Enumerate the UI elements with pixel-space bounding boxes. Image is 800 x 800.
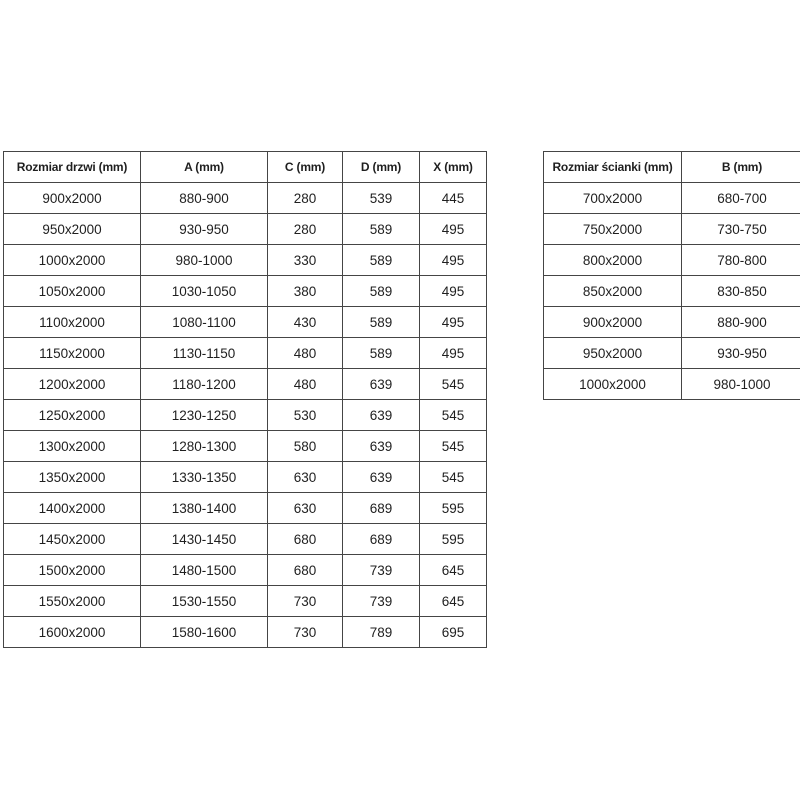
table-cell: 1450x2000	[4, 524, 141, 555]
table-cell: 1100x2000	[4, 307, 141, 338]
table-cell: 689	[343, 493, 420, 524]
table-cell: 930-950	[141, 214, 268, 245]
table-cell: 545	[420, 431, 487, 462]
table-cell: 495	[420, 307, 487, 338]
table-cell: 639	[343, 369, 420, 400]
table-cell: 639	[343, 400, 420, 431]
table-cell: 830-850	[682, 276, 800, 307]
table-row	[4, 183, 487, 214]
table-cell: 730	[268, 617, 343, 648]
table-row	[4, 524, 487, 555]
table-cell: 545	[420, 400, 487, 431]
column-header: B (mm)	[682, 152, 800, 183]
table-cell: 589	[343, 214, 420, 245]
table-cell: 900x2000	[544, 307, 682, 338]
table-row	[544, 245, 800, 276]
table-cell: 850x2000	[544, 276, 682, 307]
table-cell: 1350x2000	[4, 462, 141, 493]
table-row	[544, 214, 800, 245]
table-cell: 1600x2000	[4, 617, 141, 648]
table-cell: 545	[420, 462, 487, 493]
table-cell: 900x2000	[4, 183, 141, 214]
table-row	[4, 245, 487, 276]
door-size-table-body	[4, 183, 487, 648]
table-cell: 595	[420, 524, 487, 555]
table-row	[4, 276, 487, 307]
table-cell: 1330-1350	[141, 462, 268, 493]
table-row	[4, 338, 487, 369]
table-cell: 639	[343, 462, 420, 493]
table-row	[544, 183, 800, 214]
table-cell: 1150x2000	[4, 338, 141, 369]
table-cell: 1030-1050	[141, 276, 268, 307]
table-cell: 589	[343, 338, 420, 369]
table-cell: 739	[343, 586, 420, 617]
table-cell: 645	[420, 555, 487, 586]
table-cell: 1000x2000	[4, 245, 141, 276]
table-cell: 680	[268, 555, 343, 586]
door-size-table	[3, 151, 487, 648]
table-cell: 930-950	[682, 338, 800, 369]
table-cell: 630	[268, 493, 343, 524]
table-cell: 1080-1100	[141, 307, 268, 338]
table-cell: 1400x2000	[4, 493, 141, 524]
table-cell: 330	[268, 245, 343, 276]
column-header: D (mm)	[343, 152, 420, 183]
table-cell: 1280-1300	[141, 431, 268, 462]
table-row	[4, 400, 487, 431]
table-cell: 1530-1550	[141, 586, 268, 617]
table-cell: 480	[268, 369, 343, 400]
table-cell: 1180-1200	[141, 369, 268, 400]
table-row	[4, 369, 487, 400]
table-cell: 645	[420, 586, 487, 617]
table-row	[4, 493, 487, 524]
table-cell: 1380-1400	[141, 493, 268, 524]
table-cell: 1300x2000	[4, 431, 141, 462]
table-cell: 480	[268, 338, 343, 369]
table-cell: 1500x2000	[4, 555, 141, 586]
table-cell: 689	[343, 524, 420, 555]
table-cell: 430	[268, 307, 343, 338]
table-cell: 1050x2000	[4, 276, 141, 307]
table-cell: 980-1000	[141, 245, 268, 276]
table-row	[4, 586, 487, 617]
wall-size-table	[543, 151, 800, 400]
table-cell: 880-900	[141, 183, 268, 214]
table-row	[544, 307, 800, 338]
table-cell: 980-1000	[682, 369, 800, 400]
table-cell: 280	[268, 214, 343, 245]
table-cell: 739	[343, 555, 420, 586]
table-cell: 280	[268, 183, 343, 214]
table-row	[544, 338, 800, 369]
table-cell: 1430-1450	[141, 524, 268, 555]
column-header: Rozmiar drzwi (mm)	[4, 152, 141, 183]
table-cell: 580	[268, 431, 343, 462]
table-row	[4, 617, 487, 648]
table-row	[4, 555, 487, 586]
table-row	[544, 276, 800, 307]
table-cell: 595	[420, 493, 487, 524]
table-cell: 680	[268, 524, 343, 555]
table-cell: 1480-1500	[141, 555, 268, 586]
door-size-table-header	[4, 152, 487, 183]
table-cell: 1250x2000	[4, 400, 141, 431]
table-row	[4, 214, 487, 245]
wall-size-table-body	[544, 183, 800, 400]
table-cell: 630	[268, 462, 343, 493]
table-cell: 950x2000	[544, 338, 682, 369]
table-cell: 495	[420, 214, 487, 245]
table-cell: 445	[420, 183, 487, 214]
table-cell: 1000x2000	[544, 369, 682, 400]
header-row	[4, 152, 487, 183]
table-cell: 1230-1250	[141, 400, 268, 431]
table-cell: 700x2000	[544, 183, 682, 214]
table-cell: 780-800	[682, 245, 800, 276]
table-cell: 530	[268, 400, 343, 431]
table-cell: 495	[420, 245, 487, 276]
column-header: X (mm)	[420, 152, 487, 183]
table-cell: 589	[343, 245, 420, 276]
table-cell: 789	[343, 617, 420, 648]
table-cell: 750x2000	[544, 214, 682, 245]
column-header: C (mm)	[268, 152, 343, 183]
table-cell: 880-900	[682, 307, 800, 338]
wall-size-table-container	[543, 151, 800, 400]
header-row	[544, 152, 800, 183]
table-cell: 539	[343, 183, 420, 214]
table-cell: 730	[268, 586, 343, 617]
table-row	[544, 369, 800, 400]
column-header: A (mm)	[141, 152, 268, 183]
column-header: Rozmiar ścianki (mm)	[544, 152, 682, 183]
door-size-table-container	[3, 151, 487, 648]
table-row	[4, 307, 487, 338]
table-cell: 1200x2000	[4, 369, 141, 400]
table-cell: 495	[420, 338, 487, 369]
table-cell: 1580-1600	[141, 617, 268, 648]
table-cell: 380	[268, 276, 343, 307]
table-cell: 950x2000	[4, 214, 141, 245]
wall-size-table-header	[544, 152, 800, 183]
table-cell: 1130-1150	[141, 338, 268, 369]
table-cell: 545	[420, 369, 487, 400]
table-cell: 695	[420, 617, 487, 648]
table-row	[4, 462, 487, 493]
table-row	[4, 431, 487, 462]
table-cell: 680-700	[682, 183, 800, 214]
table-cell: 800x2000	[544, 245, 682, 276]
table-cell: 589	[343, 276, 420, 307]
table-cell: 730-750	[682, 214, 800, 245]
table-cell: 639	[343, 431, 420, 462]
table-cell: 1550x2000	[4, 586, 141, 617]
table-cell: 495	[420, 276, 487, 307]
table-cell: 589	[343, 307, 420, 338]
